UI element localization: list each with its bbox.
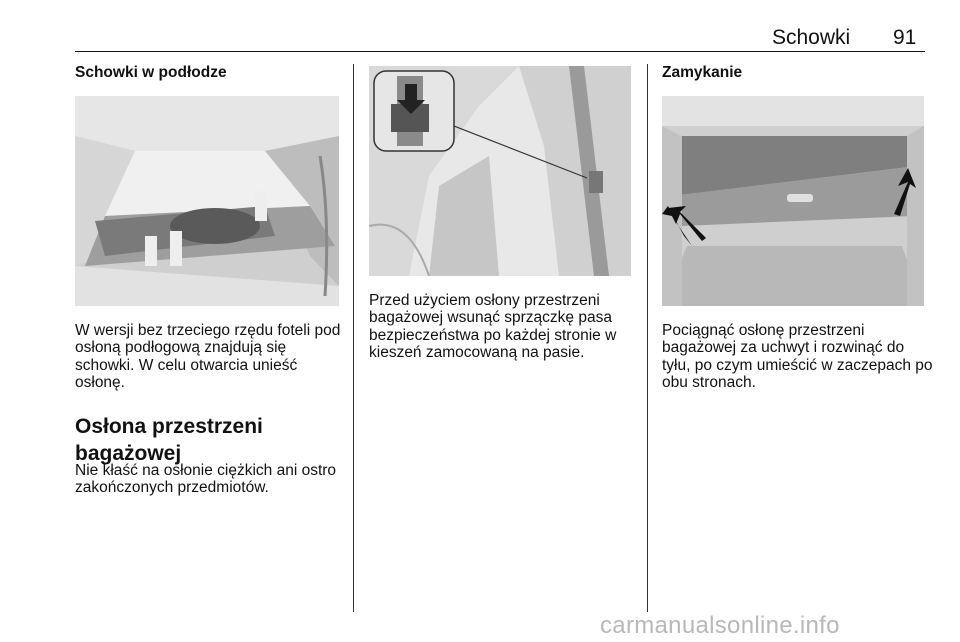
paragraph-cover-warning: Nie kłaść na osłonie ciężkich ani ostro zakończonych przedmiotów. [75,462,337,497]
subheading-cover: Osłona przestrzeni bagażowej [75,415,263,465]
figure-cover-closing [662,96,924,306]
figure-underfloor-storage [75,96,339,306]
page-number: 91 [893,26,917,49]
figure-seatbelt-buckle [369,66,631,276]
header-rule [75,51,925,52]
page-header-title: Schowki [772,26,851,49]
column-divider-right [647,64,648,612]
section-heading-underfloor: Schowki w podłodze [75,64,227,81]
paragraph-underfloor: W wersji bez trzeciego rzędu foteli pod osłoną podłogową znajdują się schowki. W celu otwarcia unieść osłonę. [75,322,341,392]
column-divider-left [353,64,354,612]
watermark: carmanualsonline.info [600,612,840,639]
section-heading-closing: Zamykanie [662,64,743,81]
paragraph-seatbelt: Przed użyciem osłony przestrzeni bagażowej wsunąć sprzączkę pasa bezpieczeństwa po każdej stronie w kieszeń zamocowaną na pasie. [369,292,617,362]
paragraph-closing: Pociągnąć osłonę przestrzeni bagażowej za uchwyt i rozwinąć do tyłu, po czym umieścić w zaczepach po obu stronach. [662,322,933,392]
